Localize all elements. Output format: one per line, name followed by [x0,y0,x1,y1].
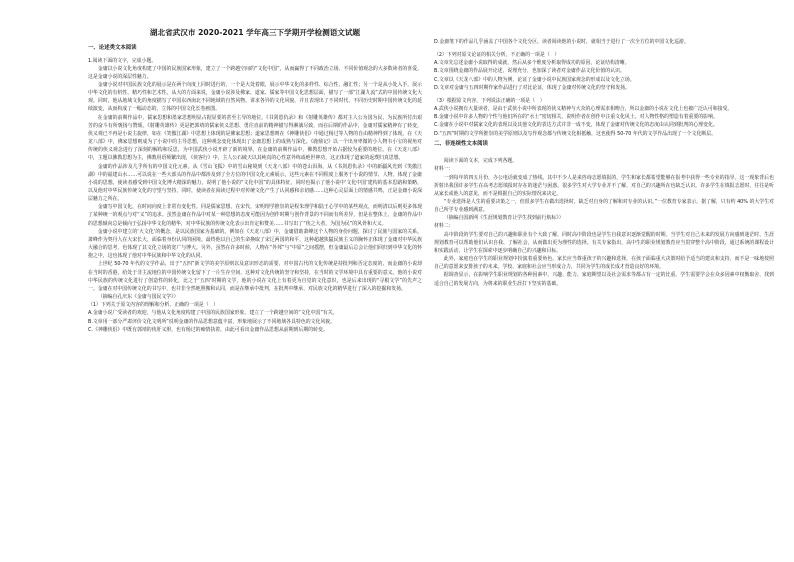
article-paragraph: 金庸以小说文化角度构建了中国的民族国家形象，建立了一个跨越空间的“文化中国”，从而赢得了不同政治立场、不同价值观念的大多数读者的喜爱。这是金庸小说的深层性魅力。 [88,65,422,80]
question-3-option-c: C.金庸在小说中对儒家文化的表现以及其他文化的表达方式并非一成不变，体现了金庸对传统文化的态度由认同到批判的心理变化。 [434,122,718,129]
material-1-source: （摘编自国新网《生涯规划教育让学生找到前行航标》） [443,215,564,222]
material-1-body: 一到每年的四五月份，办公电话就变成了热线。其中不少人是来咨询志愿填报的，学生和家长都希望能够在报考中获得一些专业的指导。这一现象背后也折射出我国许多学生在高考志愿填报时存在的迷茫与困惑。很多学生对大学专业并不了解，对自己的兴趣所在也缺乏认识。许多学生在填报志愿时，往往是听从家长或他人的意见，而不是根据自己的实际情况来决定。 [434,174,774,197]
question-2-option-c: C.文章以《天龙八部》中的人物为例，论证了金庸小说中民族国家观念的形成以及文化立场。 [434,76,635,83]
material-2-body: 据调查显示，在影响学生职业规划的各种因素中，兴趣、能力、家庭期望以及社会需求等都占有一定的比重。学生需要学会在众多因素中权衡取舍，找到适合自己的发展方向，为将来的职业生涯打下坚实的基础。 [434,272,774,287]
exam-title: 湖北省武汉市 2020-2021 学年高三下学期开学检测语文试题 [149,28,361,37]
material-1-body: “专业选择是人生的重要决策之一，但很多学生在做出选择时，缺乏对自身的了解和对专业的认识。”一位教育专家表示。据了解，只有约 40% 的大学生对自己所学专业感到满意。 [434,199,774,214]
material-2-body: 此外，家庭也在学生的职业规划中扮演着重要角色。家长应当尊重孩子的兴趣和选择，在孩子面临重大决策时给予适当的建议和支持，而不是一味地按照自己的意愿来安排孩子的未来。学校、家庭和社会应当形成合力，共同为学生的成长成才营造良好的环境。 [434,256,774,271]
question-3-stem: （3）根据原文内容，下列说法正确的一项是（ ） [434,97,545,104]
reading-instructions: 阅读下面的文本，完成下列各题。 [443,158,518,165]
article-paragraph: 金庸的作品涉及几乎所有的中国文化元素。从《雪山飞狐》中的雪山秘境到《天龙八部》中的苍山洱海，从《书剑恩仇录》中的新疆风光到《笑傲江湖》中的福建山水……可以说在一些大部头的作品中都涉及到了全方位的中国文化元素展示。这些元素在不同程度上服务于小说的情节、人物，体现了金庸小说的思想，使读者感受到中国文化博大精深的魅力，说明了他小说的“文化中国”的具体特征，同时也揭示了他小说中‘文化中国’建构的基本思路和策略，以及他对中华民族传统文化的守望与坚持，同时，使读者在阅读过程中对传统文化产生了认同感和亲切感……这种心灵层面上的情感共鸣，正是金庸小说深层魅力之所在。 [88,163,422,203]
material-2-label: 材料二： [434,223,454,230]
question-1-option-a: A.金庸小说广受读者的欢迎，与他从文化角度构建了中国的民族国家形象，建立了一个跨越空间的“文化中国”有关。 [88,310,338,317]
right-column [434,38,774,562]
question-2-stem: （2）下列对原文论证的相关分析，不正确的一项是（ ） [434,52,560,59]
question-1-option-d: D.金庸笔下的作品几乎涵盖了中国各个文化分区，读者阅读他的小说时，就相当于进行了一次全方位的中国文化巡游。 [434,39,689,45]
material-1-label: 材料一： [434,166,454,173]
article-paragraph: 金庸小说中建立的‘大文化’的概念，是以民族国家为基础的。例如在《天龙八部》中，金庸借助萧峰这个人物的身份问题，探讨了民族与国家的关系。萧峰作为契丹人在大宋长大，面临着身份认同的困境。最终他以自己的生命换取了宋辽两国的和平，这种超越狭隘民族主义的胸怀正体现了金庸对中华民族大融合的思考，也体现了其文化立场的宽广与博大。另外，虽然在许多时候，人物在“外邦”与“中原”之间摇摆，但金庸最后总会让他们回归到中华文化的怀抱之中，这也体现了他对中华民族和中华文化的认同。 [88,228,422,260]
question-1-stem: （1）下列关于原文内容的理解和分析，正确的一项是（ ） [88,302,219,309]
article-paragraph: 金庸小说对中国民族文化的展示是在两个向度上同时进行的，一个是大处着眼，展示中华文化的多样性、综合性、融汇性；另一个是从小处入手，展示中华文化的有机性、精巧性和艺术性。从大的方面来说，金庸小说涉及佛家、道家、儒家等中国文化思想层面，描写了一部“江湖九流”式的中国传统文化大观。同时，他从地域文化的角度描写了中国东西南北不同地域的自然风物、讲求各异的文化风貌，并且表现出了不同时代、不同历史时期中国传统文化的延续演变，从而构成了一幅动态的、立体的中国文化长卷画图。 [88,81,422,113]
article-source: （摘编自孔庆东《金庸与国民文学》） [97,294,179,301]
question-2-option-d: D.文章对金庸与五四时期作家作品进行了对比论证，体现了金庸对传统文化的坚守和发扬。 [434,84,631,91]
question-3-option-b: B.金庸小说中许多人物的个性与他们所在的“水土”密切相关，说明作者在创作中注重文化风土，对人物性格的塑造有着重要的影响。 [434,114,718,121]
question-intro: 1.阅读下面的文字，完成小题。 [88,57,157,64]
article-paragraph: 上世纪 50-70 年代的文学作品，出于“五四”新文学的美学原则以及意识形态的需要，对中国古代的文化传统是持批判和否定态度的，而金庸的小说却在当时的香港，给处于非主流地位的中国传统文化留下了一片生存空间，这种对文化传统的坚守和坚持，在当时的文学环境中具有重要的意义。他的小说对中华民族的传统文化进行了创造性的转化，比之于‘五四’时期的文学，他的小说在文化上有着更为自觉的文化意识，也是后来出现的“寻根文学”的先声之一。金庸在对中国传统文化的书写中，也并非全然地照搬和认同，而是在继承中批判，在批判中继承，对民族文化的精华进行了深入的挖掘和发扬。 [88,261,422,292]
material-2-body: 高中阶段的学生要对自己的兴趣和职业有个大致了解，同时高中阶段也是学生自我意识逐渐觉醒的时期。当学生对自己未来的发展方向感到迷茫时，生涯规划教育可以帮助他们认识自我、了解社会，从而做出更为理性的选择。有关专家指出，高中生的职业规划教育应当贯穿整个高中阶段，通过系统的课程设计和实践活动，让学生在探索中逐步明确自己的兴趣和目标。 [434,231,774,254]
question-2-option-b: B.文章围绕金庸的作品展开论述，说理充分，也加深了读者对金庸作品文化价值的认识。 [434,68,625,75]
left-column [88,28,422,552]
article-paragraph: 在金庸的前期作品中，儒家思想和墨家思想明显占据显要的甚至主导的地位。《书剑恩仇录》和《射雕英雄传》都对主人公为国为民、为民族所付出艰苦的奋斗有所褒扬与赞颂。《射雕英雄传》更是把郭靖的儒家侠义思想、勇往直前的精神描写得淋漓尽致，而在后期的作品中，金庸对儒家精神有了转变，侠义观已不再是小说主旋律，如在《笑傲江湖》中思想上体现的是佛家思想；道家思想则在《神雕侠侣》中通过杨过等人物的自由精神得到了体现，在《天龙八部》中，佛家思想则成为了小说中的主导思想，这种观念变化体现出了金庸思想上的成熟与深化。《鹿鼎记》以一个出身卑微的小人物韦小宝的视角对传统的侠义观念进行了深刻的解构和反思，为中国武侠小说开辟了新的境界。在金庸的前期作品中，佛教思想开始占据较为重要的地位。在《天龙八部》中，主题以佛教思想为主，佛教用语频繁出现，《侠客行》中，主人公石破天以其纯真的心性意外练成绝世神功，这正体现了道家的返璞归真思想。 [88,114,422,162]
question-3-option-a: A.武侠小说拥有大量读者，是由于武侠小说中所表现的侠义精神与大众的心理需求相吻合，所以金庸的小说在文化上也被广泛认可和接受。 [434,106,733,113]
question-2-option-a: A.文章先总述金庸小说取得的成就，然后从多个维度分析取得成功的原因，论证结构清晰。 [434,60,630,67]
question-1-option-c: C.《神雕侠侣》中既有郭靖的侠肝义胆，也有杨过的痴情执着，由此可看出金庸作品思想从前期到后期的转变。 [88,326,328,333]
article-paragraph: 金庸写中国文化，在时间向度上非常有变化性。同是儒家思想，在宋代，宋明理学推崇的是程朱理学和陆王心学中的某些观点，而明清以后则更多体现了某种统一的观点与对“义”的追求。虽然金庸在作品中对某一种思想的态度可能因为创作时期与创作背景的不同而有所差异，但是在整体上，金庸的作品中的思想倾向总是倾向于弘扬中华文化的精华，对中华民族的传统文化表示出肯定和赞美……书写出了“侠之大者，为国为民”的风骨和大义。 [88,204,422,227]
section-heading-reading: 一、论述类文本阅读 [88,45,137,51]
question-3-option-d: D.“五四”时期的文学所推崇的美学原则以及写作观念都与传统文化相抵触，这也使得 50-70 年代的文学作品出现了一个文化断层。 [434,130,717,137]
section-heading-nonlinear: 二、非连续性文本阅读 [434,140,488,147]
question-1-option-b: B.文章用一部分严肃评价文化文明所”说明金庸的作品思想意蕴丰富，形象地展示了不同地域各具特色的文化风貌。 [88,318,336,325]
